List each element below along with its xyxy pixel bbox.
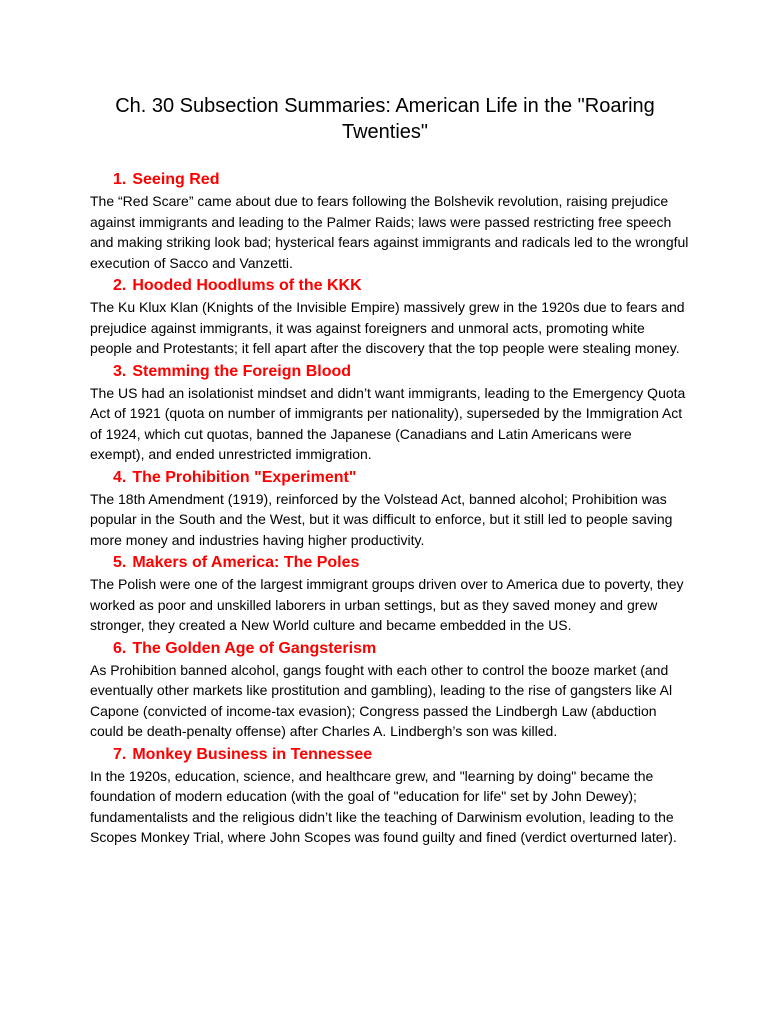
section-heading-text: The Golden Age of Gangsterism bbox=[132, 639, 377, 657]
section-heading-text: The Prohibition "Experiment" bbox=[132, 468, 357, 486]
section-number: 7. bbox=[113, 745, 127, 763]
section-summary: In the 1920s, education, science, and healthcare grew, and "learning by doing" became the foundation of modern education (with the goal of "education for life" set by John Dewey); fundamentalists and the religious didn’t like the teaching of Darwinism evolution, leading to the Scopes Monkey Trial, where John Scopes was found guilty and fined (verdict overturned later). bbox=[90, 767, 677, 845]
section-list bbox=[90, 169, 690, 850]
section-number: 5. bbox=[113, 554, 127, 571]
section-heading bbox=[113, 361, 690, 383]
section-number: 6. bbox=[113, 639, 127, 657]
section-summary: The US had an isolationist mindset and didn’t want immigrants, leading to the Emergency Quota Act of 1921 (quota on number of immigrants per nationality), superseded by the Immigration Act of 1924, which cut quotas, banned the Japanese (Canadians and Latin Americans were exempt), and ended unrestricted immigration. bbox=[90, 384, 686, 462]
section-summary: The Polish were one of the largest immigrant groups driven over to America due to poverty, they worked as poor and unskilled laborers in urban settings, but as they saved money and grew stronger, they created a New World culture and became embedded in the US. bbox=[90, 576, 684, 633]
section-heading bbox=[113, 275, 690, 297]
section-heading bbox=[113, 552, 690, 574]
section-heading bbox=[113, 169, 690, 191]
section-summary: The Ku Klux Klan (Knights of the Invisible Empire) massively grew in the 1920s due to fears and prejudice against immigrants, it was against foreigners and unmoral acts, promoting white people and Protestants; it fell apart after the discovery that the top people were stealing money. bbox=[90, 299, 685, 356]
section-heading bbox=[113, 744, 690, 766]
section-number: 4. bbox=[113, 468, 127, 486]
section-summary: The 18th Amendment (1919), reinforced by the Volstead Act, banned alcohol; Prohibition was popular in the South and the West, but it was difficult to enforce, but it still led to people saving more money and industries having higher productivity. bbox=[90, 490, 673, 548]
section-item bbox=[90, 638, 690, 742]
section-number: 3. bbox=[113, 362, 127, 380]
section-summary: The “Red Scare” came about due to fears following the Bolshevik revolution, raising prejudice against immigrants and leading to the Palmer Raids; laws were passed restricting free speech and making striking look bad; hysterical fears against immigrants and radicals led to the wrongful execution of Sacco and Vanzetti. bbox=[90, 193, 689, 271]
section-item bbox=[90, 169, 690, 273]
section-number: 1. bbox=[113, 171, 127, 188]
section-heading bbox=[113, 467, 690, 489]
section-heading-text: Stemming the Foreign Blood bbox=[132, 362, 352, 380]
section-heading-text: Seeing Red bbox=[132, 171, 220, 188]
section-item bbox=[90, 275, 690, 359]
document-title: Ch. 30 Subsection Summaries: American Life in the "Roaring Twenties" bbox=[115, 95, 655, 143]
section-heading-text: Monkey Business in Tennessee bbox=[132, 745, 373, 763]
section-item bbox=[90, 552, 690, 636]
section-item bbox=[90, 361, 690, 465]
section-item bbox=[90, 467, 690, 551]
section-heading bbox=[113, 638, 690, 660]
section-heading-text: Makers of America: The Poles bbox=[132, 554, 360, 571]
section-item bbox=[90, 744, 690, 848]
section-number: 2. bbox=[113, 277, 127, 294]
section-heading-text: Hooded Hoodlums of the KKK bbox=[132, 277, 362, 294]
section-summary: As Prohibition banned alcohol, gangs fought with each other to control the booze market (and eventually other markets like prostitution and gambling), leading to the rise of gangsters like Al Capone (convicted of income-tax evasion); Congress passed the Lindbergh Law (abduction could be death-penalty offense) after Charles A. Lindbergh’s son was killed. bbox=[90, 661, 673, 739]
